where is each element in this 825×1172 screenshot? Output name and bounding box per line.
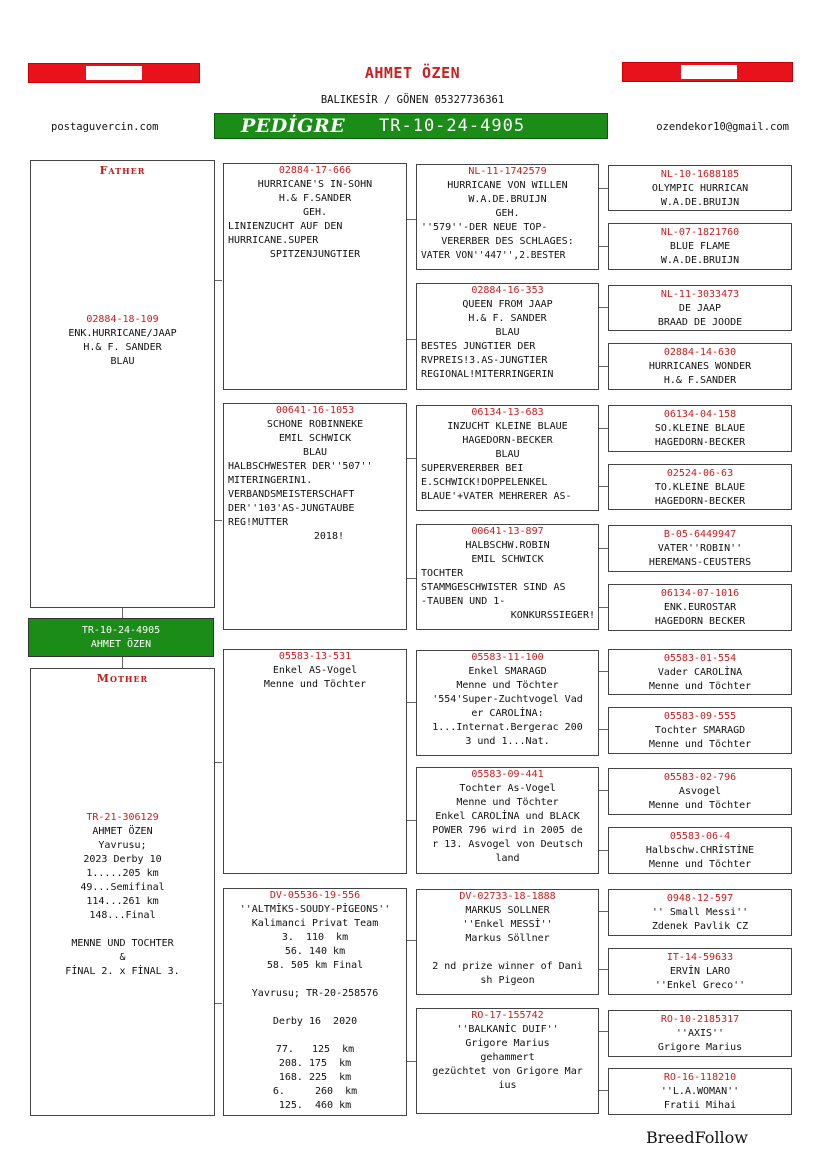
bird-line: Halbschw.CHRİSTİNE	[645, 845, 755, 856]
bird-line: er CAROLİNA:	[471, 708, 544, 719]
bird-line: ''Enkel Greco''	[654, 980, 746, 991]
bird-note: BESTES JUNGTIER DER	[421, 341, 536, 352]
ring-number: 06134-04-158	[663, 409, 737, 420]
ring-number: NL-11-1742579	[468, 166, 547, 177]
bird-line: Menne und Töchter	[263, 679, 367, 690]
bird-line: sh Pigeon	[480, 975, 535, 986]
bird-line: H.& F. SANDER	[468, 313, 547, 324]
pedigree-box-gen4	[608, 584, 792, 631]
bird-line: W.A.DE.BRUIJN	[660, 255, 740, 266]
banner-ring-number: TR-10-24-4905	[379, 116, 526, 136]
bird-note: RVPREIS!3.AS-JUNGTIER	[421, 355, 548, 366]
bird-line: Grigore Marius	[465, 1038, 550, 1049]
ring-number: 05583-01-554	[663, 653, 737, 664]
ring-number: 02884-17-666	[278, 165, 352, 176]
ring-number: DV-05536-19-556	[269, 890, 361, 901]
bird-line: Grigore Marius	[657, 1042, 743, 1053]
bird-line: '' Small Messi''	[651, 907, 749, 918]
bird-line: Derby 16 2020	[272, 1016, 358, 1027]
email-link[interactable]: ozendekor10@gmail.com	[656, 121, 789, 133]
bird-line: H.& F.SANDER	[278, 193, 352, 204]
bird-line: EMIL SCHWICK	[278, 433, 352, 444]
father-line: BLAU	[110, 356, 135, 367]
bird-line: 2 nd prize winner of Dani	[432, 961, 583, 972]
bird-line: 58. 505 km Final	[266, 960, 364, 971]
mother-line: 114...261 km	[86, 896, 159, 907]
bird-line: Menne und Töchter	[648, 739, 752, 750]
bird-note: STAMMGESCHWISTER SIND AS	[421, 582, 566, 593]
ring-number: NL-07-1821760	[660, 227, 740, 238]
bird-line: 3 und 1...Nat.	[465, 736, 550, 747]
ring-number: DV-02733-18-1888	[459, 891, 556, 902]
pedigree-box-mf	[223, 649, 407, 874]
bird-line: QUEEN FROM JAAP	[462, 299, 553, 310]
bird-line: ENK.EUROSTAR	[663, 602, 737, 613]
bird-line: Enkel AS-Vogel	[272, 665, 358, 676]
bird-line: HAGEDORN-BECKER	[654, 437, 746, 448]
bird-line: 1...Internat.Bergerac 200	[432, 722, 583, 733]
bird-line: Menne und Töchter	[456, 797, 559, 808]
bird-line: Tochter As-Vogel	[459, 783, 556, 794]
pedigree-box-gen4	[608, 165, 792, 211]
breeder-address: BALIKESİR / GÖNEN 05327736361	[320, 94, 505, 106]
bird-note: REGIONAL!MITERRINGERIN	[421, 369, 554, 380]
bird-note: ''579''-DER NEUE TOP-	[421, 222, 548, 233]
ring-number: 00641-13-897	[471, 526, 544, 537]
pedigree-box-mmf	[416, 889, 599, 995]
father-ring-number: 02884-18-109	[86, 314, 159, 325]
connector	[599, 790, 608, 791]
ring-number: 05583-09-555	[663, 711, 737, 722]
ring-number: 05583-09-441	[471, 769, 544, 780]
father-role-label: Father	[99, 164, 146, 177]
mother-line: MENNE UND TOCHTER	[71, 938, 174, 949]
bird-line: Menne und Töchter	[648, 681, 752, 692]
pedigree-box-ffm	[416, 283, 599, 390]
bird-line: HURRICANES WONDER	[648, 361, 752, 372]
bird-line: INZUCHT KLEINE BLAUE	[447, 421, 568, 432]
bird-note: REG!MUTTER	[228, 517, 289, 528]
connector	[599, 911, 608, 912]
bird-note: SPITZENJUNGTIER	[269, 249, 361, 260]
bird-line: HURRICANE VON WILLEN	[447, 180, 568, 191]
connector	[599, 1090, 608, 1091]
bird-line: 168. 225 km	[278, 1072, 352, 1083]
connector	[406, 1061, 416, 1062]
bird-note: VATER VON''447'',2.BESTER	[421, 250, 566, 261]
bird-line: 125. 460 km	[278, 1100, 352, 1111]
pedigree-box-gen4	[608, 285, 792, 331]
connector	[599, 671, 608, 672]
bird-line: HAGEDORN-BECKER	[654, 496, 746, 507]
ring-number: 05583-02-796	[663, 772, 737, 783]
bird-note: SUPERVERERBER BEI	[421, 463, 524, 474]
pedigree-box-fmf	[416, 405, 599, 511]
bird-note: BLAUE'+VATER MEHRERER AS-	[421, 491, 572, 502]
ring-number: RO-16-118210	[663, 1072, 737, 1083]
bird-line: 77. 125 km	[275, 1044, 355, 1055]
bird-line: HURRICANE'S IN-SOHN	[257, 179, 373, 190]
subject-owner: AHMET ÖZEN	[90, 639, 152, 650]
connector	[599, 969, 608, 970]
mother-line: 1.....205 km	[86, 868, 159, 879]
bird-line: 3. 110 km	[281, 932, 349, 943]
connector	[406, 820, 416, 821]
bird-line: BLAU	[302, 447, 328, 458]
pedigree-box-gen4	[608, 768, 792, 815]
ring-number: 05583-13-531	[278, 651, 352, 662]
bird-line: r 13. Asvogel von Deutsch	[432, 839, 583, 850]
connector	[599, 548, 608, 549]
bird-line	[224, 1029, 406, 1043]
ring-number: B-05-6449947	[663, 529, 737, 540]
bird-line: HALBSCHW.ROBIN	[465, 540, 550, 551]
bird-line: ''L.A.WOMAN''	[660, 1086, 740, 1097]
bird-note: DER''103'AS-JUNGTAUBE	[228, 503, 355, 514]
bird-line: land	[495, 853, 520, 864]
connector	[214, 762, 222, 763]
connector	[599, 246, 608, 247]
bird-line: W.A.DE.BRUIJN	[660, 197, 740, 208]
website-link[interactable]: postaguvercin.com	[51, 121, 159, 133]
bird-line: SCHONE ROBINNEKE	[266, 419, 364, 430]
pedigree-box-gen4	[608, 827, 792, 874]
pedigree-box-fmm	[416, 524, 599, 630]
bird-line: Fratii Mihai	[663, 1100, 737, 1111]
bird-line	[417, 946, 598, 960]
breeder-name: AHMET ÖZEN	[364, 64, 461, 82]
bird-line: TO.KLEINE BLAUE	[654, 482, 746, 493]
mother-line	[31, 923, 214, 937]
connector	[406, 219, 416, 220]
bird-line: Zdenek Pavlik CZ	[651, 921, 749, 932]
pedigree-box-gen4	[608, 707, 792, 754]
ring-number: 06134-13-683	[471, 407, 544, 418]
ring-number: 05583-11-100	[471, 652, 544, 663]
connector	[599, 486, 608, 487]
ring-number: IT-14-59633	[666, 952, 734, 963]
connector	[406, 940, 416, 941]
bird-line: gezüchtet von Grigore Mar	[432, 1066, 583, 1077]
subject-ring-number: TR-10-24-4905	[81, 625, 161, 636]
pedigree-box-gen4	[608, 525, 792, 572]
ring-number: RO-10-2185317	[660, 1014, 740, 1025]
mother-line: 148...Final	[89, 910, 156, 921]
bird-line: ''AXIS''	[675, 1028, 725, 1039]
connector	[214, 280, 222, 281]
pedigree-box-ff	[223, 163, 407, 390]
pedigree-box-gen4	[608, 223, 792, 270]
bird-line: HAGEDORN-BECKER	[462, 435, 553, 446]
bird-line: Yavrusu; TR-20-258576	[251, 988, 379, 999]
bird-note: -TAUBEN UND 1-	[421, 596, 506, 607]
bird-note: MITERINGERIN1.	[228, 475, 313, 486]
bird-line: Menne und Töchter	[456, 680, 559, 691]
pedigree-box-gen4	[608, 1068, 792, 1115]
connector	[122, 657, 123, 668]
ring-number: 02524-06-63	[666, 468, 734, 479]
pedigree-box-mmm	[416, 1008, 599, 1114]
connector	[214, 1003, 222, 1004]
bird-line: BRAAD DE JOODE	[657, 317, 743, 328]
pedigree-box-gen4	[608, 889, 792, 936]
bird-line: SO.KLEINE BLAUE	[654, 423, 746, 434]
footer-brand-logo: BreedFollow	[645, 1128, 748, 1147]
pedigree-box-fff	[416, 164, 599, 270]
pedigree-box-gen4	[608, 948, 792, 995]
bird-line: gehammert	[480, 1052, 535, 1063]
bird-line: Vader CAROLİNA	[657, 667, 743, 678]
mother-line: Yavrusu;	[98, 840, 147, 851]
bird-line: Menne und Töchter	[648, 859, 752, 870]
pedigree-box-mm	[223, 888, 407, 1116]
bird-line: W.A.DE.BRUIJN	[468, 194, 547, 205]
bird-line: Enkel SMARAGD	[468, 666, 547, 677]
bird-note: HALBSCHWESTER DER''507''	[228, 461, 373, 472]
ring-number: 02884-14-630	[663, 347, 737, 358]
pedigree-box-gen4	[608, 464, 792, 510]
bird-line: MARKUS SOLLNER	[465, 905, 550, 916]
pedigree-box-gen4	[608, 405, 792, 452]
bird-line: ''BALKANİC DUIF''	[456, 1024, 559, 1035]
connector	[406, 458, 416, 459]
father-box	[30, 160, 215, 608]
bird-line: 6. 260 km	[272, 1086, 358, 1097]
ring-number: 06134-07-1016	[660, 588, 740, 599]
mother-role-label: Mother	[96, 672, 149, 685]
connector	[599, 428, 608, 429]
connector	[599, 729, 608, 730]
connector	[214, 520, 222, 521]
pedigree-box-fm	[223, 403, 407, 630]
ring-number: 00641-16-1053	[275, 405, 355, 416]
ring-number: 05583-06-4	[669, 831, 731, 842]
father-line: ENK.HURRICANE/JAAP	[68, 328, 177, 339]
bird-line: '554'Super-Zuchtvogel Vad	[432, 694, 583, 705]
bird-note: 2018!	[313, 531, 344, 542]
bird-line: GEH.	[495, 208, 520, 219]
bird-line: Menne und Töchter	[648, 800, 752, 811]
bird-line: Tochter SMARAGD	[654, 725, 746, 736]
bird-line: BLAU	[495, 327, 520, 338]
connector	[406, 702, 416, 703]
pedigree-box-gen4	[608, 343, 792, 390]
bird-line	[224, 973, 406, 987]
bird-line: EMIL SCHWICK	[471, 554, 544, 565]
mother-line: AHMET ÖZEN	[92, 826, 153, 837]
connector	[599, 366, 608, 367]
bird-note: E.SCHWICK!DOPPELENKEL	[421, 477, 548, 488]
bird-line: ERVİN LARO	[669, 966, 731, 977]
bird-line: Kalimanci Privat Team	[251, 918, 379, 929]
connector	[599, 1031, 608, 1032]
mother-box	[30, 668, 215, 1116]
father-line: H.& F. SANDER	[83, 342, 162, 353]
bird-note: VERERBER DES SCHLAGES:	[441, 236, 574, 247]
bird-line: 56. 140 km	[284, 946, 346, 957]
bird-note: TOCHTER	[421, 568, 464, 579]
pedigree-box-mfm	[416, 767, 599, 874]
bird-note: LINIENZUCHT AUF DEN	[228, 221, 343, 232]
pedigree-title: PEDİGRE	[241, 115, 346, 137]
connector	[599, 850, 608, 851]
connector	[122, 607, 123, 618]
pedigree-box-gen4	[608, 649, 792, 695]
bird-line: HAGEDORN BECKER	[654, 616, 746, 627]
pedigree-box-mff	[416, 650, 599, 756]
ring-number: NL-11-3033473	[660, 289, 740, 300]
connector	[406, 578, 416, 579]
pedigree-box-gen4	[608, 1010, 792, 1057]
mother-line: FİNAL 2. x FİNAL 3.	[65, 966, 180, 977]
bird-note: HURRICANE.SUPER	[228, 235, 319, 246]
bird-line: H.& F.SANDER	[663, 375, 737, 386]
ring-number: 02884-16-353	[471, 285, 544, 296]
mother-line: 2023 Derby 10	[83, 854, 162, 865]
bird-line: Markus Söllner	[465, 933, 550, 944]
bird-line: BLAU	[495, 449, 520, 460]
bird-line: GEH.	[302, 207, 328, 218]
pedigree-banner	[214, 113, 608, 139]
bird-line	[224, 1001, 406, 1015]
bird-line: Asvogel	[678, 786, 722, 797]
bird-line: DE JAAP	[678, 303, 722, 314]
bird-line: VATER''ROBIN''	[657, 543, 743, 554]
connector	[599, 188, 608, 189]
bird-line: POWER 796 wird in 2005 de	[432, 825, 583, 836]
subject-box	[28, 618, 214, 657]
ring-number: NL-10-1688185	[660, 169, 740, 180]
bird-line: OLYMPIC HURRICAN	[651, 183, 749, 194]
mother-line: 49...Semifinal	[80, 882, 165, 893]
mother-line: &	[119, 952, 126, 963]
bird-line: Enkel CAROLİNA und BLACK	[435, 811, 580, 822]
bird-line: 208. 175 km	[278, 1058, 352, 1069]
bird-line: HEREMANS-CEUSTERS	[648, 557, 752, 568]
bird-note: KONKURSSIEGER!	[510, 610, 595, 621]
mother-ring-number: TR-21-306129	[86, 812, 159, 823]
connector	[599, 307, 608, 308]
ring-number: 0948-12-597	[666, 893, 734, 904]
connector	[599, 607, 608, 608]
bird-line: BLUE FLAME	[669, 241, 731, 252]
bird-note: VERBANDSMEISTERSCHAFT	[228, 489, 355, 500]
connector	[406, 339, 416, 340]
bird-line: ''Enkel MESSİ''	[462, 919, 553, 930]
bird-line: ''ALTMİKS-SOUDY-PİGEONS''	[239, 904, 391, 915]
bird-line: ius	[498, 1080, 517, 1091]
ring-number: RO-17-155742	[471, 1010, 544, 1021]
